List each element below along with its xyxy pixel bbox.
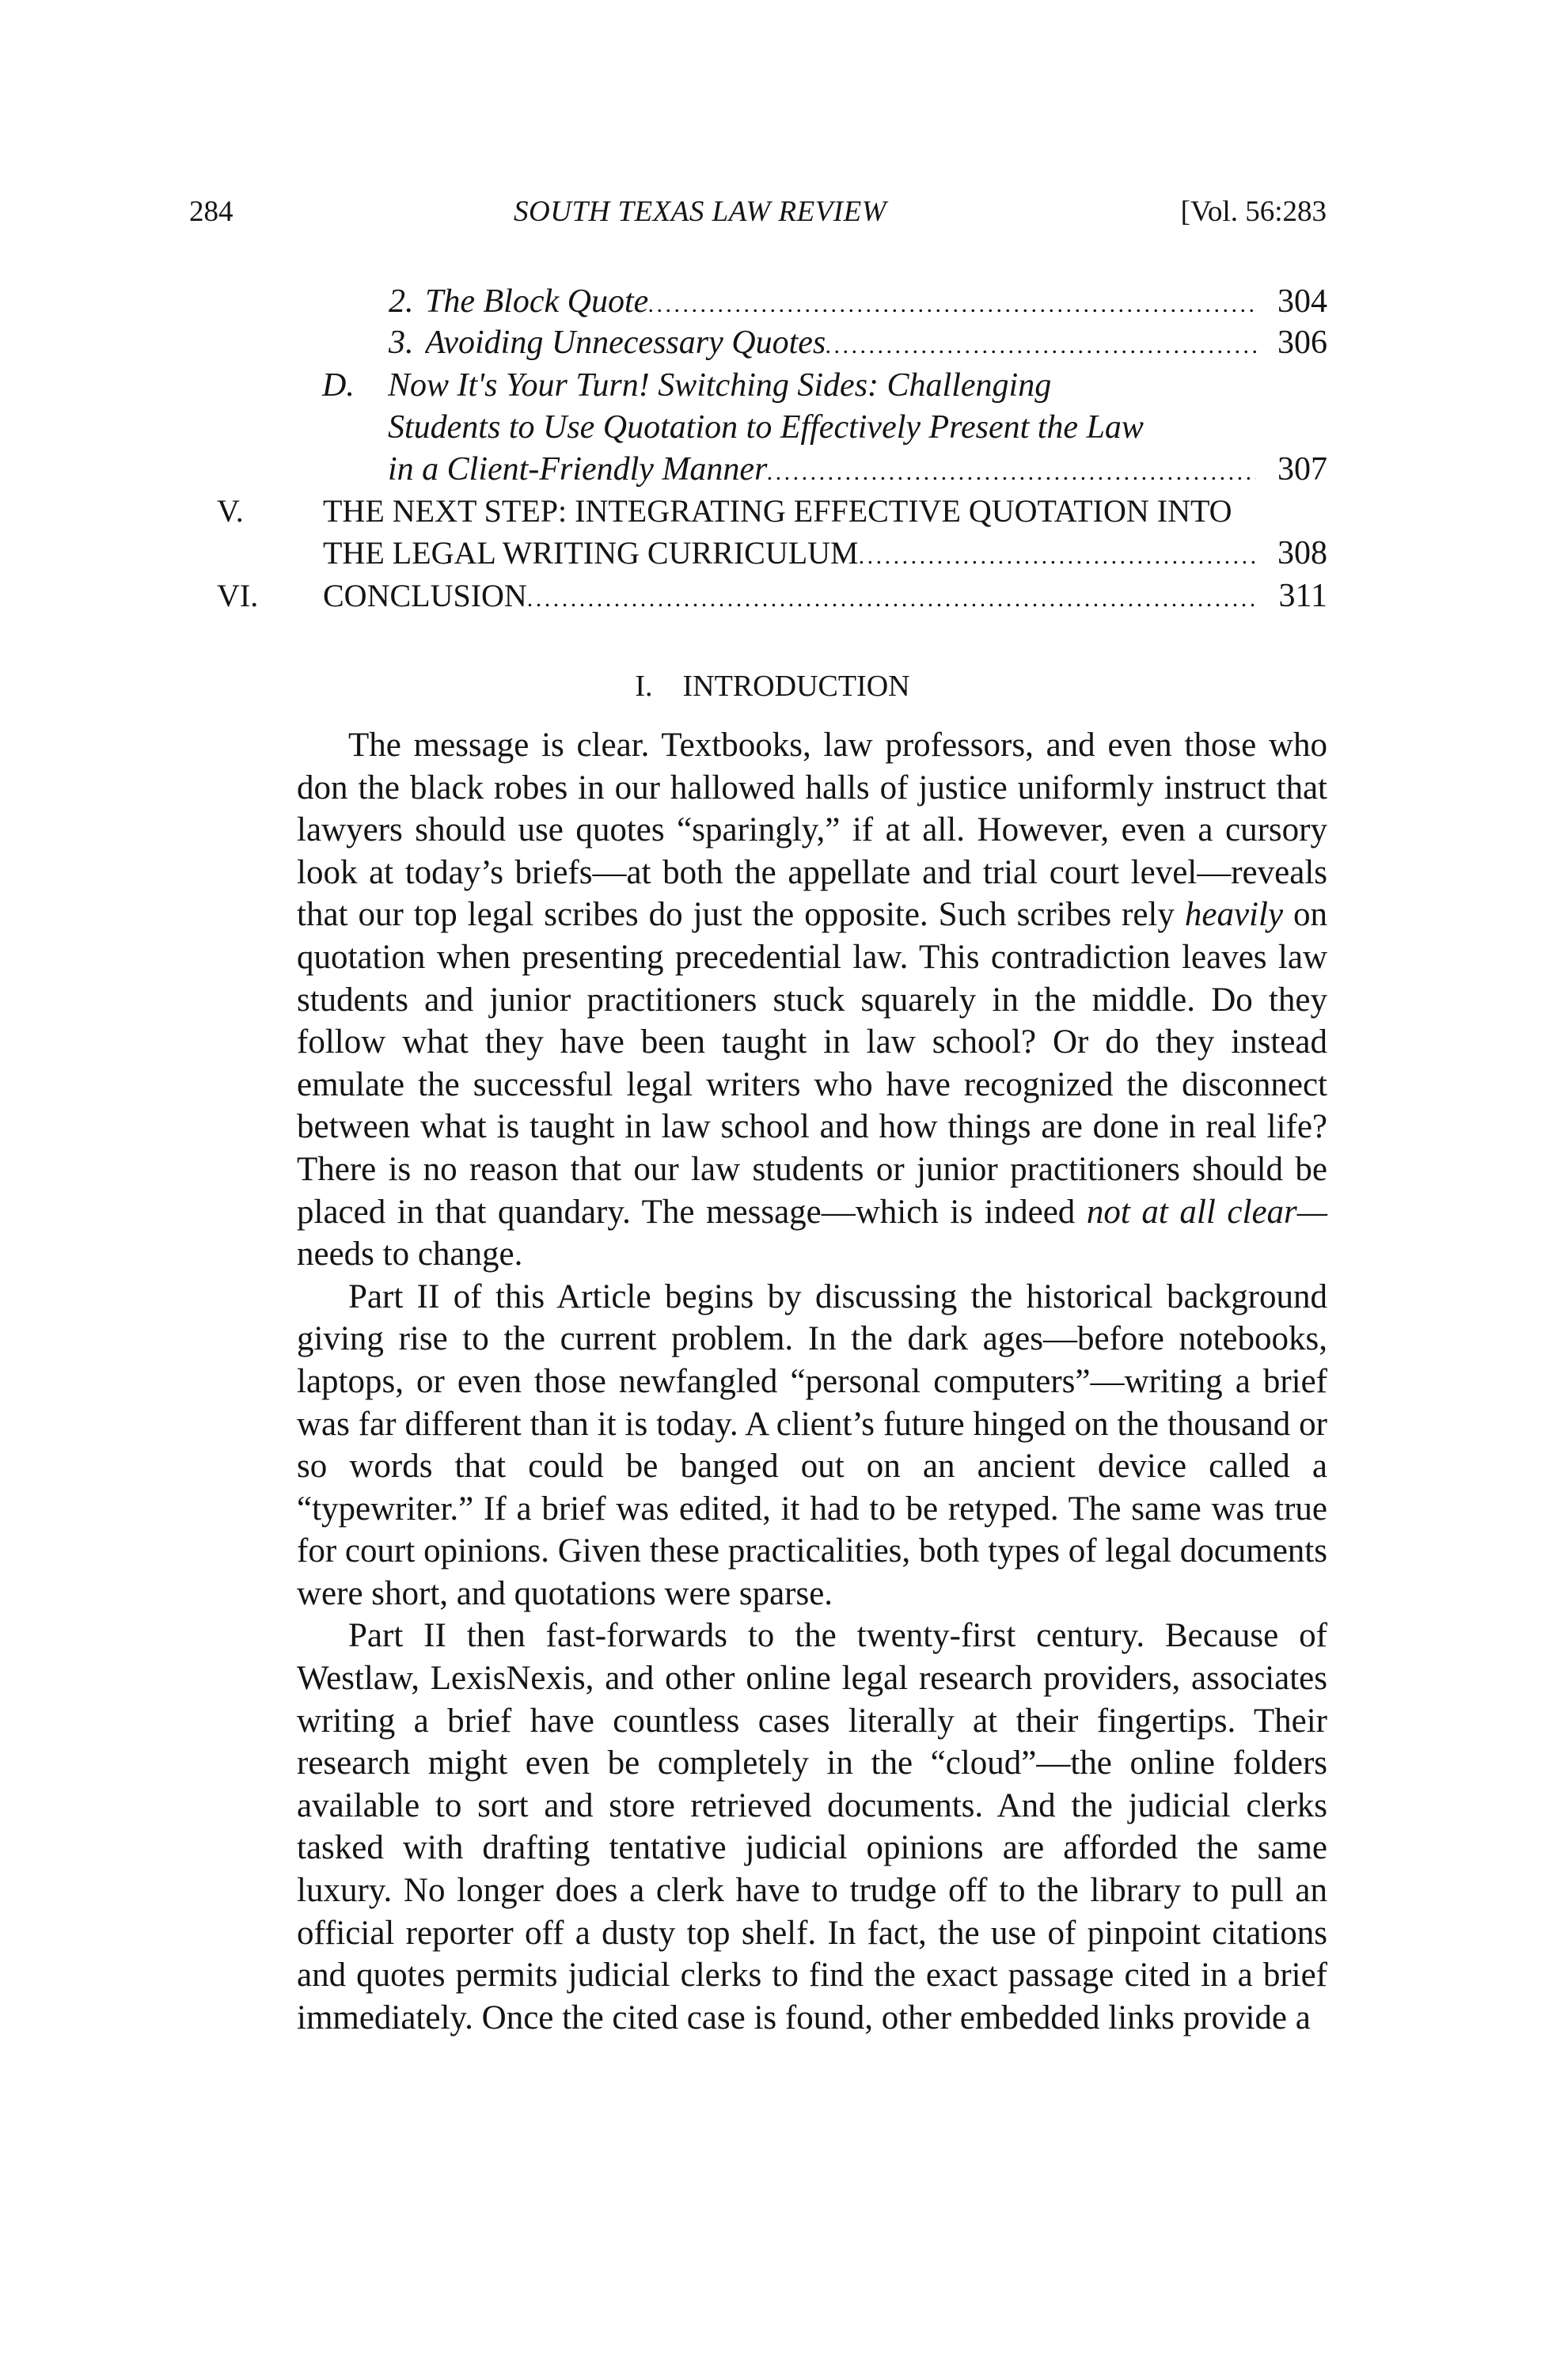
toc-entry-number: D. [322,367,355,404]
section-heading [0,669,1545,704]
emphasis-text: not at all clear— [1086,1193,1327,1231]
paragraph: Part II of this Article begins by discussing the historical background giving rise to the current problem. In the dark ages—before notebooks, laptops, or even those newfangled “personal computers”—writing a brief was far different than it is today. A client’s future hinged on the thousand or so words that could be banged out on an ancient device called a “typewriter.” If a brief was edited, it had to be retyped. The same was true for court opinions. Given these practicalities, both types of legal documents were short, and quotations were sparse. [297,1277,1327,1612]
section-number: I. [635,670,653,703]
toc-entry-title: in a Client-Friendly Manner [388,451,768,488]
article-body [297,724,1327,2039]
toc-entry-continued [388,449,1327,490]
toc-entry-title: Avoiding Unnecessary Quotes [425,325,826,361]
paragraph: Part II then fast-forwards to the twenty-first century. Because of Westlaw, LexisNexis, and other online legal research providers, associates writing a brief have countless cases literally at their fingertips. Their research might even be completely in the “cloud”—the online folders available to sort and store retrieved documents. And the judicial clerks tasked with drafting tentative judicial opinions are afforded the same luxury. No longer does a clerk have to trudge off to the library to pull an official reporter off a dusty top shelf. In fact, the use of pinpoint citations and quotes permits judicial clerks to find the exact passage cited in a brief immediately. Once the cited case is found, other embedded links provide a [297,1617,1327,2036]
toc-entry [322,365,1327,406]
toc-entry-page: 308 [1277,535,1327,571]
toc-entry-title: The Block Quote [425,283,649,320]
toc-entry-title: THE NEXT STEP: INTEGRATING EFFECTIVE QUOTATION INTO [323,493,1232,529]
toc-entry-number: VI. [217,578,259,613]
paragraph-text: on quotation when presenting precedential law. This contradiction leaves law students and junior practitioners stuck squarely in the middle. Do they follow what they have been taught in law school? Or do they instead emulate the successful legal writers who have recognized the disconnect between what is taught in law school and how things are done in real life? There is no reason that our law students or junior practitioners should be placed in that quandary. The message—which is indeed [297,896,1328,1231]
toc-entry-title: CONCLUSION [323,578,527,613]
paragraph-text: needs to change. [297,1236,523,1274]
journal-title: SOUTH TEXAS LAW REVIEW [514,195,887,228]
section-title: INTRODUCTION [682,670,910,703]
toc-entry-title: Now It's Your Turn! Switching Sides: Challenging [388,367,1052,404]
paragraph-text: The message is clear. Textbooks, law professors, and even those who don the black robes in our hallowed halls of justice uniformly instruct that lawyers should use quotes “sparingly,” if at all. However, even a cursory look at today’s briefs—at both the appellate and trial court level—reveals that our top legal scribes do just the opposite. Such scribes rely [297,727,1327,934]
toc-entry [217,575,1327,617]
emphasis-text: heavily [1184,896,1284,934]
toc-entry-title: Students to Use Quotation to Effectively Present the Law [388,409,1144,446]
toc-entry-page: 311 [1278,578,1327,614]
toc-entry-title: THE LEGAL WRITING CURRICULUM [323,535,859,571]
toc-entry-page: 306 [1277,325,1327,361]
toc-entry [389,281,1327,322]
toc-entry-continued [388,407,1327,448]
page-number: 284 [189,195,233,228]
volume-citation: [Vol. 56:283 [1180,195,1327,228]
toc-entry-number: 3. [389,325,414,361]
running-header [189,195,1327,242]
toc-entry [217,491,1327,532]
toc-entry-number: 2. [389,283,414,320]
toc-entry [389,322,1327,363]
toc-entry-page: 304 [1277,283,1327,320]
toc-entry-continued [323,533,1327,574]
paragraph [297,724,1327,1276]
toc-entry-number: V. [217,493,244,529]
toc-entry-page: 307 [1277,451,1327,488]
